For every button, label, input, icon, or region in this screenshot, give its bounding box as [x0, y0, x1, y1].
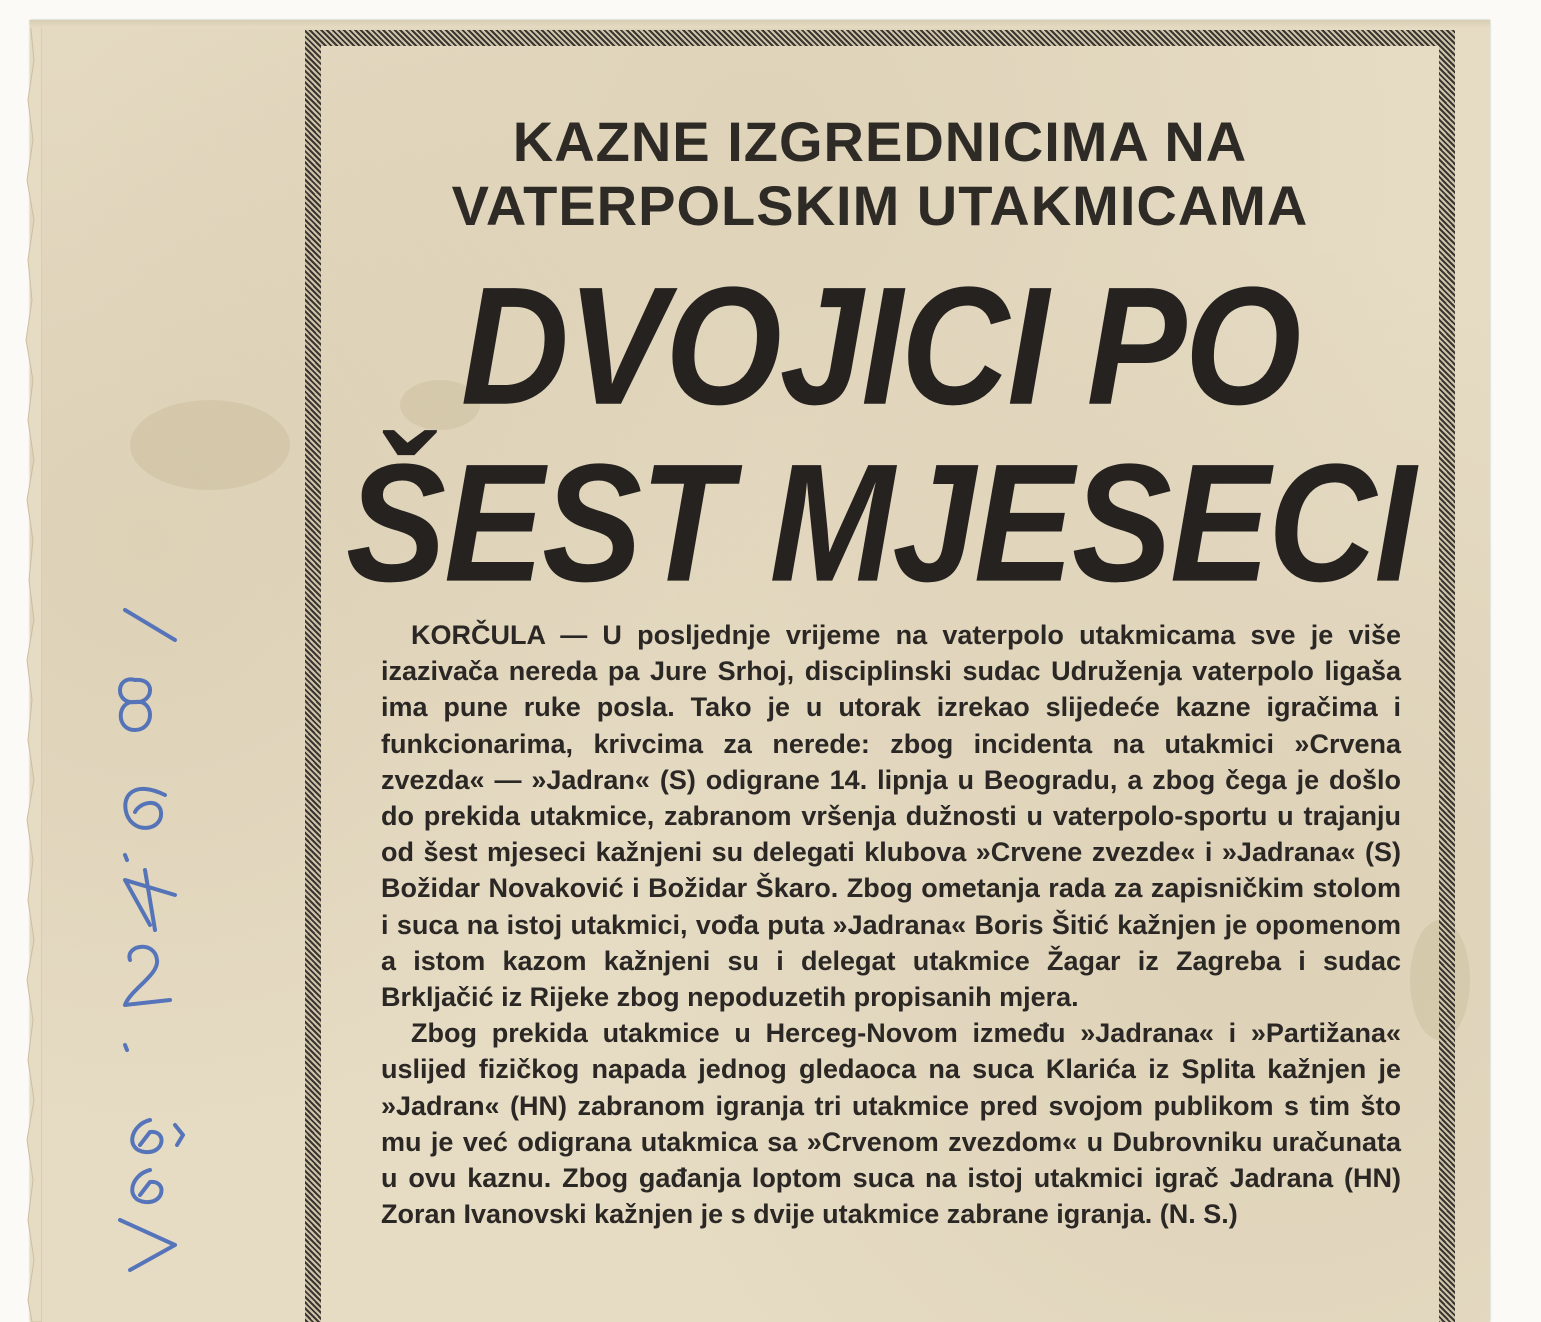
article-paragraph-1: KORČULA — U posljednje vrijeme na vaterpolo utakmicama sve je više izazivača nereda pa Jure Srhoj, disciplinski sudac Udruženja vaterpolo ligaša ima pune ruke posla. Tako je u utorak izrekao slijedeće kazne igračima i funkcionarima, krivcima za nerede: zbog incidenta na utakmici »Crvena zvezda« — »Jadran« (S) odigrane 14. lipnja u Beogradu, a zbog čega je došlo do prekida utakmice, zabranom vršenja dužnosti u vaterpolo-sportu u trajanju od šest mjeseci kažnjeni su delegati klubova »Crvene zvezde« i »Jadrana« (S) Božidar Novaković i Božidar Škaro. Zbog ometanja rada za zapisničkim stolom i suca na istoj utakmici, vođa puta »Jadrana« Boris Šitić kažnjen je opomenom a istom kazom kažnjeni su i delegat utakmice Žagar iz Zagreba i sudac Brkljačić iz Rijeke zbog nepoduzetih propisanih mjera.	[381, 620, 1401, 1013]
kicker-line-2: VATERPOLSKIM UTAKMICAMA	[451, 174, 1309, 237]
article-body	[381, 617, 1401, 1232]
article-kicker	[337, 110, 1423, 238]
handwritten-date-note	[95, 580, 205, 1280]
torn-edge	[22, 20, 42, 1322]
article-frame	[305, 30, 1455, 1322]
kicker-line-1: KAZNE IZGREDNICIMA NA	[512, 110, 1248, 173]
article-paragraph-2: Zbog prekida utakmice u Herceg-Novom između »Jadrana« i »Partižana« uslijed fizičkog napada jednog gledaoca na suca Klarića iz Splita kažnjen je »Jadran« (HN) zabranom igranja tri utakmice pred svojom publikom s tim što mu je već odigrana utakmica sa »Crvenom zvezdom« u Dubrovniku uračunata u ovu kaznu. Zbog gađanja loptom suca na istoj utakmici igrač Jadrana (HN) Zoran Ivanovski kažnjen je s dvije utakmice zabrane igranja. (N. S.)	[381, 1018, 1401, 1230]
headline-line-2: ŠEST MJESECI	[346, 428, 1414, 617]
paper-stain	[130, 400, 290, 490]
headline-line-1: DVOJICI PO	[460, 251, 1300, 440]
fold-line	[30, 20, 1490, 28]
article-headline	[337, 251, 1423, 617]
